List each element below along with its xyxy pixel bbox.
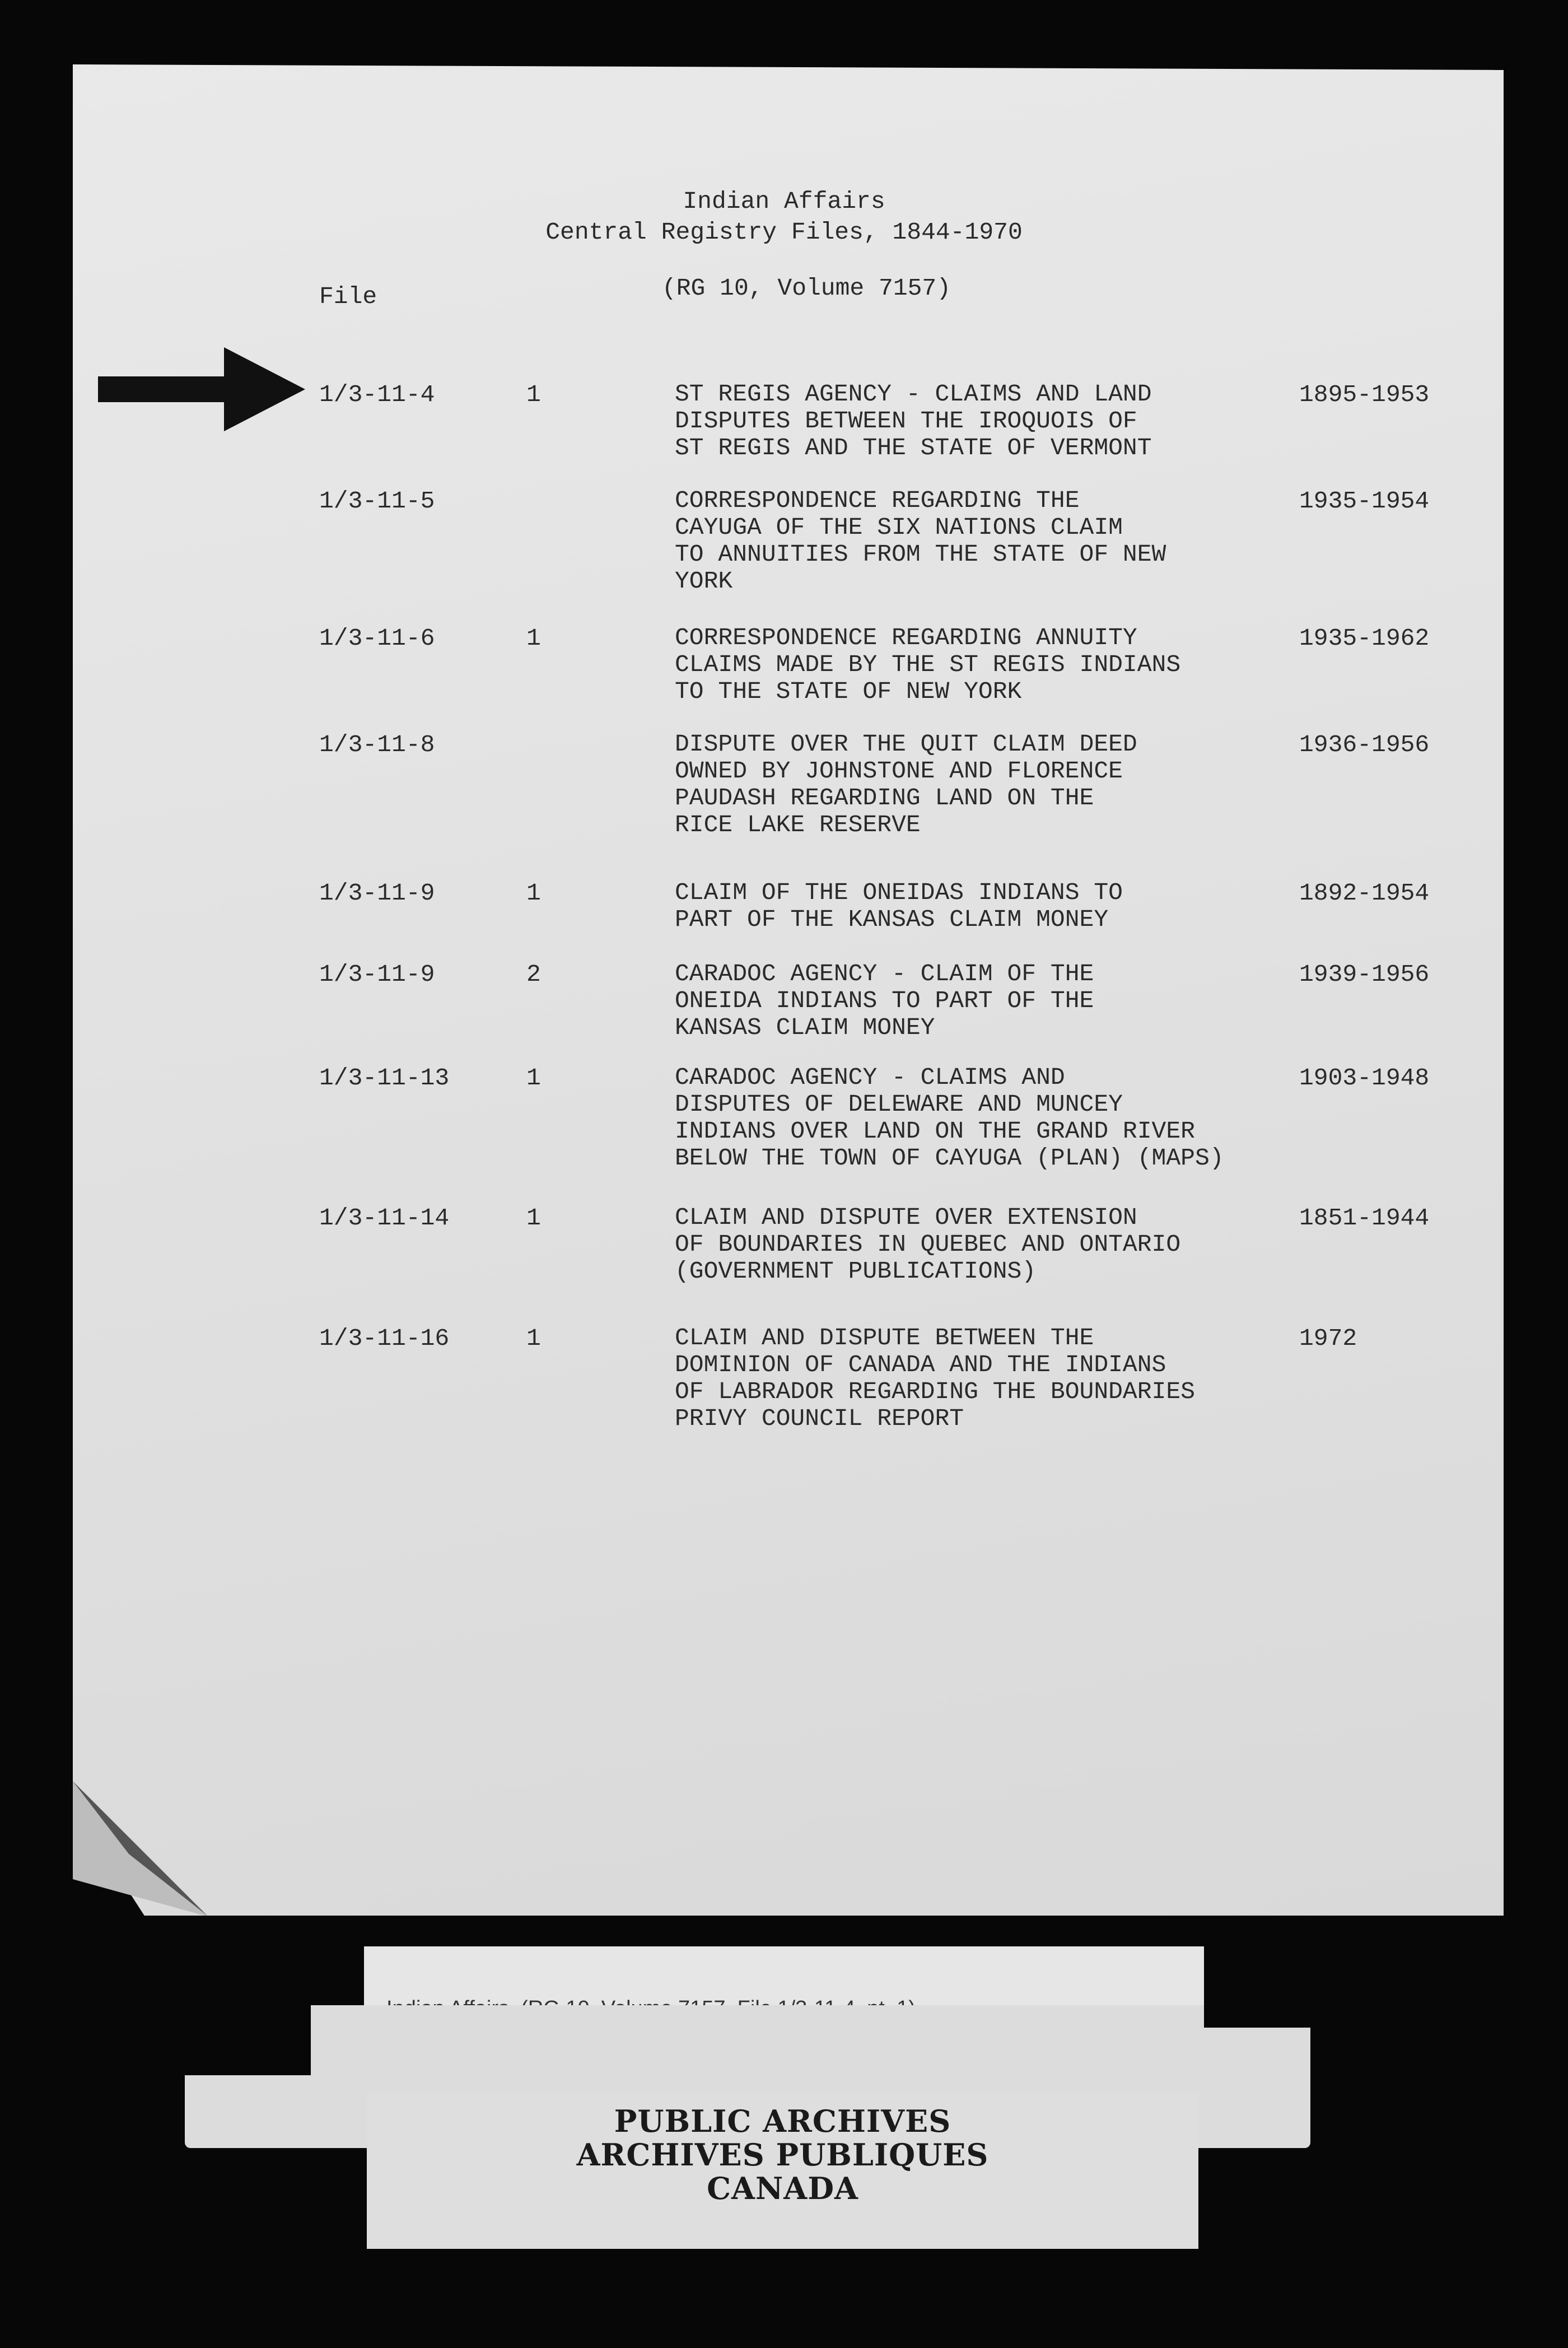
date-range: 1935-1962 (1299, 625, 1430, 652)
file-column-header: File (319, 283, 377, 310)
file-number: 1/3-11-13 (319, 1064, 450, 1092)
date-range: 1972 (1299, 1325, 1357, 1352)
file-description: CLAIM AND DISPUTE BETWEEN THE DOMINION OF CANADA AND THE INDIANS OF LABRADOR REGARDING THE BOUNDARIES PRIVY COUNCIL REPORT (675, 1324, 1195, 1432)
part-number: 1 (526, 1204, 541, 1232)
part-number: 1 (526, 879, 541, 907)
part-number: 1 (526, 1325, 541, 1352)
archive-line-3: CANADA (707, 2170, 858, 2206)
archive-stamp (367, 2092, 1198, 2249)
page-title: Indian Affairs (683, 188, 885, 215)
date-range: 1939-1956 (1299, 961, 1430, 988)
file-number: 1/3-11-9 (319, 879, 435, 907)
date-range: 1903-1948 (1299, 1064, 1430, 1092)
volume-reference: (RG 10, Volume 7157) (661, 274, 951, 302)
file-description: CARADOC AGENCY - CLAIMS AND DISPUTES OF DELEWARE AND MUNCEY INDIANS OVER LAND ON THE GRAND RIVER BELOW THE TOWN OF CAYUGA (PLAN) (MAPS) (675, 1064, 1224, 1172)
archive-line-2: ARCHIVES PUBLIQUES (576, 2137, 989, 2173)
file-number: 1/3-11-14 (319, 1204, 450, 1232)
pointer-arrow-icon (98, 347, 305, 431)
file-description: DISPUTE OVER THE QUIT CLAIM DEED OWNED BY JOHNSTONE AND FLORENCE PAUDASH REGARDING LAND ON THE RICE LAKE RESERVE (675, 730, 1137, 838)
file-number: 1/3-11-6 (319, 625, 435, 652)
file-number: 1/3-11-9 (319, 961, 435, 988)
part-number: 2 (526, 961, 541, 988)
archive-line-1: PUBLIC ARCHIVES (614, 2103, 951, 2139)
file-number: 1/3-11-16 (319, 1325, 450, 1352)
date-range: 1936-1956 (1299, 731, 1430, 758)
part-number: 1 (526, 625, 541, 652)
date-range: 1851-1944 (1299, 1204, 1430, 1232)
stamp-notch-right (1204, 2005, 1310, 2028)
folded-corner (73, 1781, 207, 1916)
file-description: CORRESPONDENCE REGARDING THE CAYUGA OF THE SIX NATIONS CLAIM TO ANNUITIES FROM THE STATE OF NEW YORK (675, 487, 1166, 595)
file-number: 1/3-11-5 (319, 487, 435, 515)
part-number: 1 (526, 381, 541, 408)
date-range: 1895-1953 (1299, 381, 1430, 408)
file-description: CLAIM AND DISPUTE OVER EXTENSION OF BOUNDARIES IN QUEBEC AND ONTARIO (GOVERNMENT PUBLICATIONS) (675, 1204, 1181, 1285)
file-number: 1/3-11-8 (319, 731, 435, 758)
date-range: 1892-1954 (1299, 879, 1430, 907)
file-description: CORRESPONDENCE REGARDING ANNUITY CLAIMS MADE BY THE ST REGIS INDIANS TO THE STATE OF NEW YORK (675, 624, 1181, 705)
date-range: 1935-1954 (1299, 487, 1430, 515)
file-description: ST REGIS AGENCY - CLAIMS AND LAND DISPUTES BETWEEN THE IROQUOIS OF ST REGIS AND THE STATE OF VERMONT (675, 380, 1152, 462)
file-description: CARADOC AGENCY - CLAIM OF THE ONEIDA INDIANS TO PART OF THE KANSAS CLAIM MONEY (675, 960, 1094, 1041)
page-subtitle: Central Registry Files, 1844-1970 (545, 218, 1023, 246)
file-description: CLAIM OF THE ONEIDAS INDIANS TO PART OF THE KANSAS CLAIM MONEY (675, 879, 1123, 933)
part-number: 1 (526, 1064, 541, 1092)
stamp-notch-left (185, 2005, 311, 2075)
file-number: 1/3-11-4 (319, 381, 435, 408)
